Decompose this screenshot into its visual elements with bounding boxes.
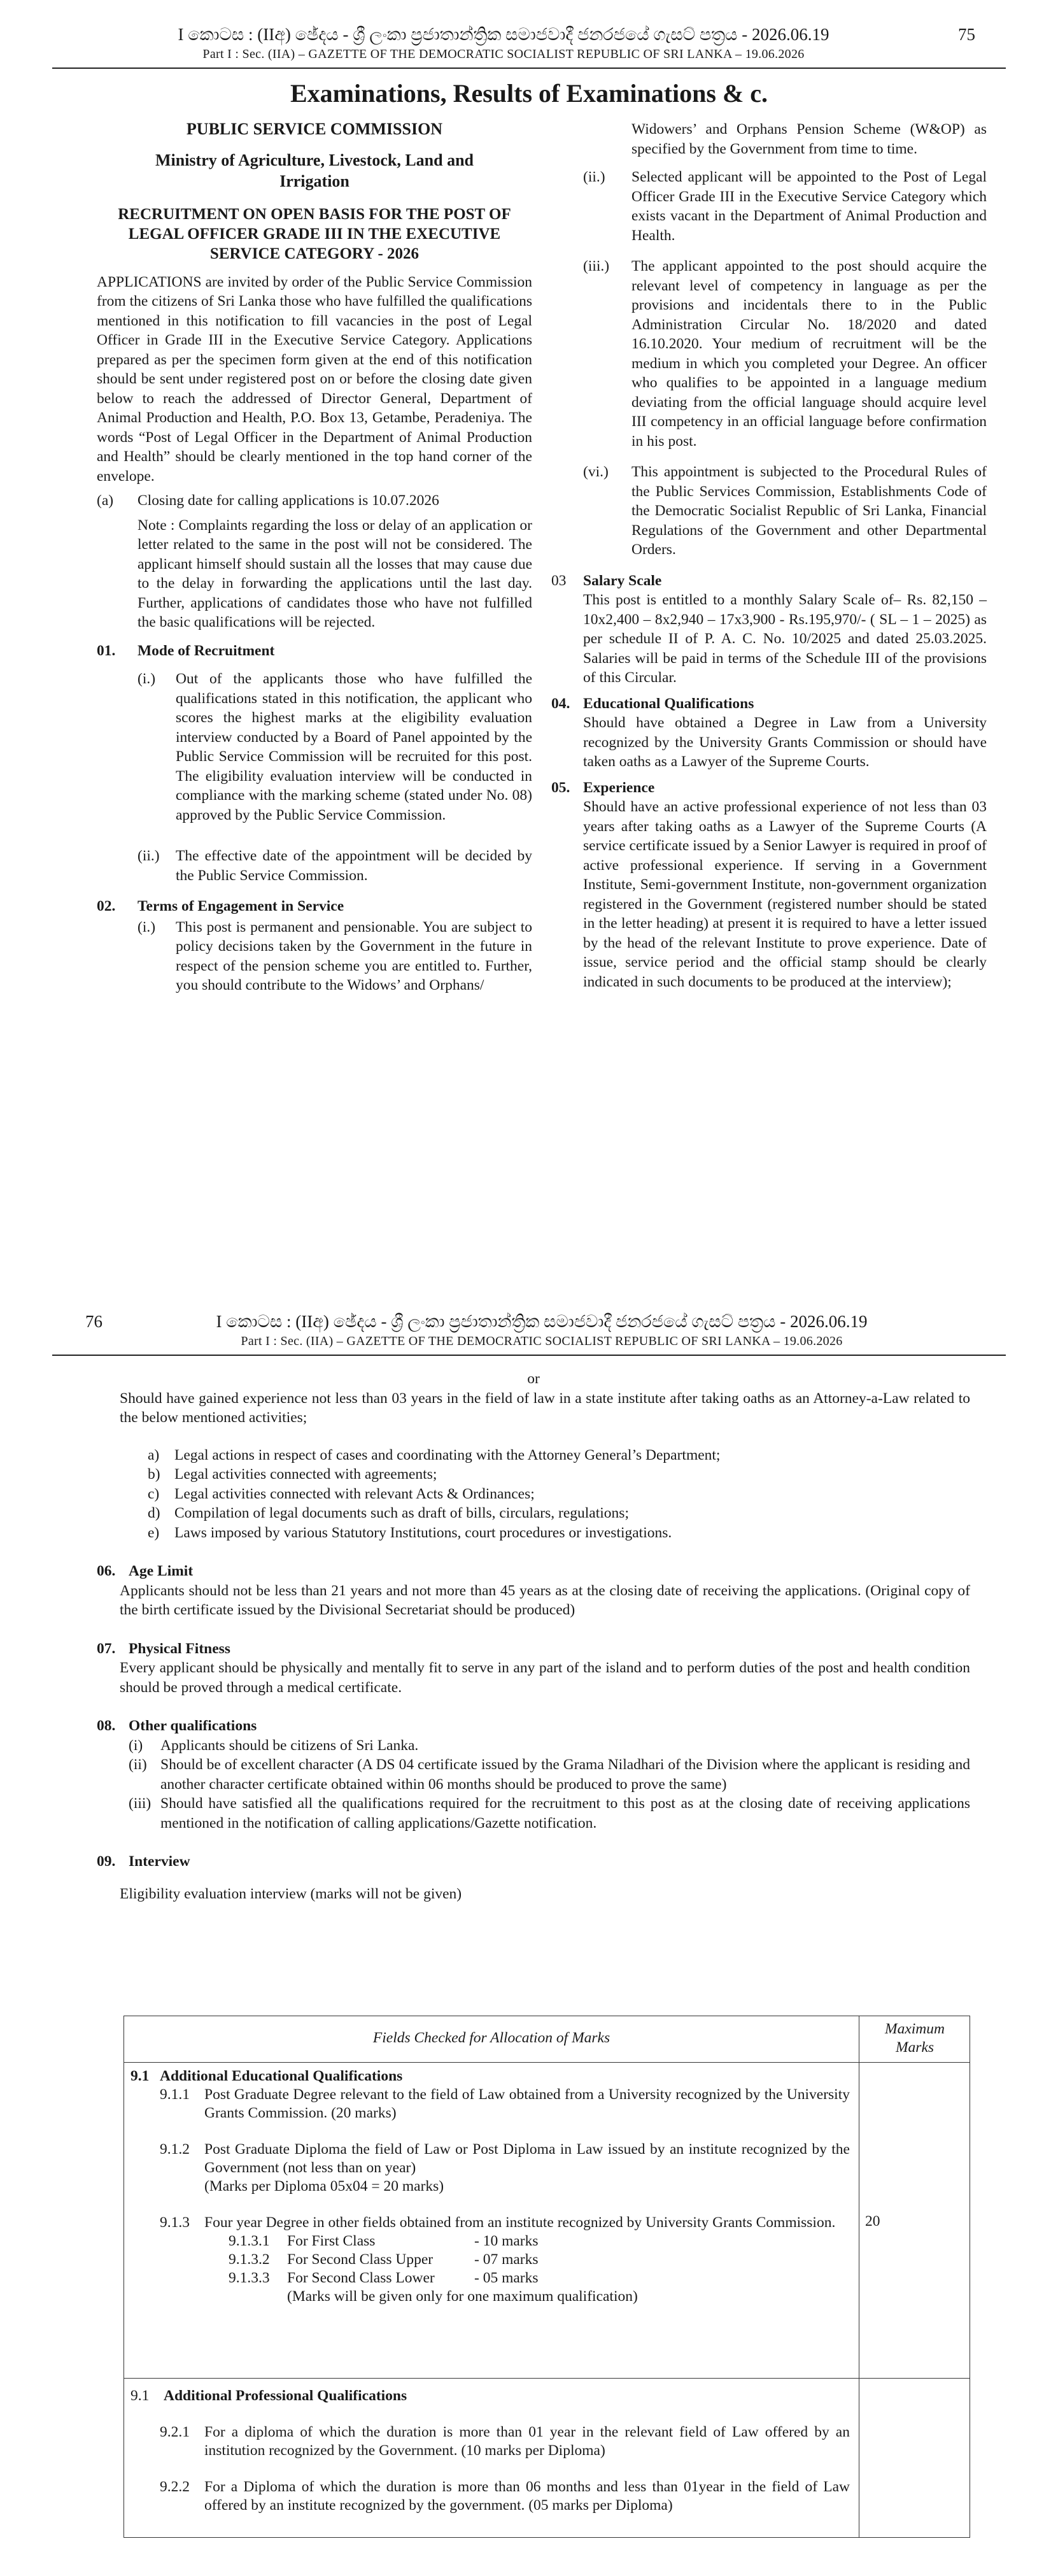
gazette-page-76 bbox=[0, 1309, 1058, 2576]
list-item bbox=[129, 1736, 970, 1756]
item-number: 9.2.2 bbox=[160, 2479, 190, 2495]
list-item bbox=[229, 2269, 850, 2288]
list-item bbox=[148, 1523, 970, 1543]
group-heading bbox=[130, 2067, 850, 2086]
header-divider bbox=[52, 68, 1006, 69]
header-subline: Part I : Sec. (IIA) – GAZETTE OF THE DEMOCRATIC SOCIALIST REPUBLIC OF SRI LANKA – 19.06.2026 bbox=[202, 47, 805, 61]
table-item bbox=[160, 2140, 850, 2177]
section-05-text: Should have an active professional experience of not less than 03 years after taking oaths as a Lawyer of the Supreme Courts (A service certificate issued by a Senior Lawyer is required in proof of active professional experience. If serving in a Government Institute, Semi-government Institute, non-government organization registered in the Government (registered number should be stated in the letter heading) at present it is required to have a letter issued by the head of the relevant Institute to prove experience. Date of issue, service period and the official stamp should be clearly indicated in such documents to be produced at the interview); bbox=[583, 799, 987, 990]
header-line-sinhala: I කොටස : (IIඅ) ඡේදය - ශ්‍රී ලංකා ප්‍රජාතාන්ත්‍රික සමාජවාදී ජනරජයේ ගැසට් පත්‍රය - 2026.06.19 bbox=[178, 25, 829, 44]
item-label: (i) bbox=[129, 1737, 143, 1754]
item-text: The applicant appointed to the post should acquire the relevant level of competency in language as per the provisions and incidentals there to in the Public Administration Circular No. 18/2020 and dated 16.10.2020. Your medium of recruitment will be the medium in which you completed your Degree. An officer who qualifies to be appointed in a language medium deviating from the official language should acquire level III competency in an official language before confirmation in his post. bbox=[631, 258, 987, 450]
section-07-number: 07. bbox=[97, 1640, 116, 1657]
right-column bbox=[551, 120, 987, 992]
item-label: b) bbox=[148, 1466, 160, 1483]
item-text: This post is permanent and pensionable. You are subject to policy decisions taken by the Government in the future in respect of the pension scheme you are entitled to. Further, you should contribute to the Widows’ and Orphans/ bbox=[176, 918, 532, 993]
section-02-title: Terms of Engagement in Service bbox=[138, 898, 344, 914]
section-01-heading bbox=[97, 641, 532, 661]
table-item bbox=[160, 2214, 850, 2232]
item-text: For a diploma of which the duration is more than 01 year in the relevant field of Law offered by an institution recognized by the Government. (10 marks per Diploma) bbox=[204, 2424, 850, 2459]
table-header-divider bbox=[124, 2062, 970, 2063]
list-item bbox=[148, 1465, 970, 1484]
item-text: This appointment is subjected to the Procedural Rules of the Public Services Commission, Establishments Code of the Democratic Socialist Republic of Sri Lanka, Financial Regulations of the Government and other Departmental Orders. bbox=[631, 464, 987, 558]
header-divider bbox=[52, 1355, 1006, 1356]
section-04-number: 04. bbox=[551, 695, 570, 712]
or-experience-text: Should have gained experience not less than 03 years in the field of law in a state institute after taking oaths as an Attorney-a-Law related to the below mentioned activities; bbox=[120, 1390, 970, 1426]
item-text: Legal activities connected with agreements; bbox=[174, 1466, 437, 1483]
closing-date-label: (a) bbox=[97, 492, 114, 509]
marks-table bbox=[123, 2016, 970, 2538]
page-number: 76 bbox=[85, 1312, 102, 1331]
other-qualifications-list bbox=[129, 1736, 970, 1833]
table-item bbox=[160, 2423, 850, 2460]
table-item bbox=[160, 2086, 850, 2123]
item-text: Laws imposed by various Statutory Institutions, court procedures or investigations. bbox=[174, 1524, 672, 1541]
class-label: For First Class bbox=[287, 2233, 376, 2249]
intro-paragraph: APPLICATIONS are invited by order of the Public Service Commission from the citizens of Sri Lanka those who have fulfilled the qualifications mentioned in this notification to fill vacancies in the post of Legal Officer in Grade III in the Executive Service Category. Applications prepared as per the specimen form given at the end of this notification should be sent under registered post on or before the closing date given below to reach the addressed of Director General, Department of Animal Production and Health, P.O. Box 13, Getambe, Peradeniya. The words “Post of Legal Officer in the Department of Animal Production and Health” should be clearly mentioned in the top hand corner of the envelope. bbox=[97, 273, 532, 485]
item-text: Post Graduate Degree relevant to the field of Law obtained from a University recognized by the University Grants Commission. (20 marks) bbox=[204, 2086, 850, 2121]
section-06-number: 06. bbox=[97, 1563, 116, 1579]
section-02-item-i bbox=[138, 918, 532, 995]
closing-date-item bbox=[97, 491, 532, 511]
header-subline: Part I : Sec. (IIA) – GAZETTE OF THE DEMOCRATIC SOCIALIST REPUBLIC OF SRI LANKA – 19.06.2026 bbox=[241, 1334, 843, 1348]
recruitment-title: RECRUITMENT ON OPEN BASIS FOR THE POST OF LEGAL OFFICER GRADE III IN THE EXECUTIVE SERVICE CATEGORY - 2026 bbox=[118, 205, 511, 262]
section-02-number: 02. bbox=[97, 898, 116, 914]
list-item bbox=[229, 2232, 850, 2251]
item-label: d) bbox=[148, 1505, 160, 1521]
item-label: e) bbox=[148, 1524, 160, 1541]
section-02-item-i-continued: Widowers’ and Orphans Pension Scheme (W&OP) as specified by the Government from time to time. bbox=[631, 121, 987, 157]
group-title: Additional Professional Qualifications bbox=[164, 2387, 407, 2404]
note-paragraph: Note : Complaints regarding the loss or delay of an application or letter related to the same in the post will not be considered. The applicant himself should sustain all the losses that may cause due to the delay in forwarding the applications until the last day. Further, applications of candidates those who have not fulfilled the basic qualifications will be rejected. bbox=[138, 516, 532, 630]
section-01-item-ii bbox=[138, 846, 532, 885]
item-text: Selected applicant will be appointed to the Post of Legal Officer Grade III in the Executive Service Category which exists vacant in the Department of Animal Production and Health. bbox=[631, 169, 987, 244]
item-number: 9.1.1 bbox=[160, 2086, 190, 2103]
section-04-title: Educational Qualifications bbox=[583, 695, 754, 712]
list-item bbox=[148, 1446, 970, 1465]
item-text: Should be of excellent character (A DS 04 certificate issued by the Grama Niladhari of the Division where the applicant is residing and another character certificate obtained within 06 months should be produced to prove the same) bbox=[160, 1756, 970, 1793]
section-04-heading bbox=[551, 694, 987, 714]
class-marks: - 07 marks bbox=[474, 2251, 539, 2268]
list-item bbox=[229, 2251, 850, 2269]
gazette-page-75 bbox=[0, 0, 1058, 1242]
closing-date-text: Closing date for calling applications is 10.07.2026 bbox=[138, 492, 439, 509]
table-header-fields: Fields Checked for Allocation of Marks bbox=[372, 2030, 610, 2046]
header-line-sinhala: I කොටස : (IIඅ) ඡේදය - ශ්‍රී ලංකා ප්‍රජාතාන්ත්‍රික සමාජවාදී ජනරජයේ ගැසට් පත්‍රය - 2026.06.19 bbox=[216, 1312, 868, 1331]
section-02-item-ii bbox=[583, 167, 987, 245]
section-08-number: 08. bbox=[97, 1718, 116, 1734]
group-number: 9.1 bbox=[130, 2387, 150, 2404]
table-header-max-marks: Maximum Marks bbox=[885, 2021, 945, 2056]
item-number: 9.2.1 bbox=[160, 2424, 190, 2440]
item-label: (ii.) bbox=[583, 169, 605, 185]
class-marks: - 05 marks bbox=[474, 2270, 539, 2286]
section-03-text: This post is entitled to a monthly Salary Scale of– Rs. 82,150 – 10x2,400 – 8x2,940 – 17x3,900 - Rs.195,970/- ( SL – 1 – 2025) as per schedule II of P. A. C. No. 10/2025 and dated 25.03.2025. Salaries will be paid in terms of the Schedule III of the provisions of this Circular. bbox=[583, 592, 987, 686]
or-separator: or bbox=[527, 1370, 540, 1387]
group-number: 9.1 bbox=[130, 2068, 150, 2084]
ministry-heading: Ministry of Agriculture, Livestock, Land and Irrigation bbox=[155, 150, 474, 190]
list-item bbox=[148, 1504, 970, 1523]
section-09-heading bbox=[97, 1852, 970, 1872]
item-label: (iii.) bbox=[583, 258, 610, 274]
section-06-heading bbox=[97, 1562, 970, 1581]
list-item bbox=[129, 1755, 970, 1794]
class-label: For Second Class Upper bbox=[287, 2251, 434, 2268]
item-label: (i.) bbox=[138, 918, 156, 936]
section-02-heading bbox=[97, 897, 532, 916]
group-heading bbox=[130, 2387, 850, 2405]
item-text: Legal activities connected with relevant Acts & Ordinances; bbox=[174, 1485, 535, 1502]
section-06-text: Applicants should not be less than 21 years and not more than 45 years as at the closing date of receiving the applications. (Original copy of the birth certificate issued by the Divisional Secretariat should be produced) bbox=[120, 1582, 970, 1618]
item-text: For a Diploma of which the duration is more than 06 months and less than 01year in the field of Law offered by an institute recognized by the government. (05 marks per Diploma) bbox=[204, 2479, 850, 2514]
class-marks-list bbox=[229, 2232, 850, 2306]
list-item bbox=[148, 1484, 970, 1504]
item-label: c) bbox=[148, 1485, 160, 1502]
item-text: Four year Degree in other fields obtained from an institute recognized by University Grants Commission. bbox=[204, 2214, 836, 2231]
left-column bbox=[97, 120, 532, 995]
item-text: Compilation of legal documents such as draft of bills, circulars, regulations; bbox=[174, 1505, 629, 1521]
section-05-number: 05. bbox=[551, 779, 570, 796]
item-number: 9.1.3 bbox=[160, 2214, 190, 2231]
class-number: 9.1.3.2 bbox=[229, 2251, 270, 2268]
section-03-number: 03 bbox=[551, 572, 567, 589]
section-07-title: Physical Fitness bbox=[129, 1640, 230, 1657]
class-note: (Marks will be given only for one maximum qualification) bbox=[287, 2288, 638, 2305]
item-label: (iii) bbox=[129, 1795, 152, 1812]
class-label: For Second Class Lower bbox=[287, 2270, 435, 2286]
class-number: 9.1.3.3 bbox=[229, 2270, 270, 2286]
table-row-divider bbox=[124, 2378, 970, 2379]
table-row-educational bbox=[130, 2067, 850, 2306]
item-text: Should have satisfied all the qualifications required for the recruitment to this post as at the closing date of receiving applications mentioned in the notification of calling applications/Gazette notification. bbox=[160, 1795, 970, 1832]
item-label: (ii.) bbox=[138, 848, 160, 864]
item-text: Applicants should be citizens of Sri Lanka. bbox=[160, 1737, 419, 1754]
page-76-body bbox=[97, 1369, 970, 1904]
table-row-professional bbox=[130, 2387, 850, 2515]
section-09-title: Interview bbox=[129, 1853, 190, 1870]
table-item bbox=[160, 2478, 850, 2515]
section-07-text: Every applicant should be physically and mentally fit to serve in any part of the island and to perform duties of the post and health condition should be proved through a medical certificate. bbox=[120, 1660, 970, 1696]
item-label: (ii) bbox=[129, 1756, 147, 1773]
group-title: Additional Educational Qualifications bbox=[160, 2068, 403, 2084]
section-02-item-vi bbox=[583, 462, 987, 560]
section-02-item-iii bbox=[583, 257, 987, 451]
item-number: 9.1.2 bbox=[160, 2141, 190, 2158]
section-01-number: 01. bbox=[97, 642, 116, 659]
section-05-title: Experience bbox=[583, 779, 655, 796]
section-01-title: Mode of Recruitment bbox=[138, 642, 275, 659]
section-06-title: Age Limit bbox=[129, 1563, 194, 1579]
item-label: (vi.) bbox=[583, 464, 609, 480]
activities-list bbox=[148, 1446, 970, 1543]
class-marks: - 10 marks bbox=[474, 2233, 539, 2249]
item-text: Post Graduate Diploma the field of Law or Post Diploma in Law issued by an institute recognized by the Government (not less than on year) bbox=[204, 2141, 850, 2176]
section-01-item-i bbox=[138, 669, 532, 825]
class-number: 9.1.3.1 bbox=[229, 2233, 270, 2249]
section-08-title: Other qualifications bbox=[129, 1718, 257, 1734]
section-03-title: Salary Scale bbox=[583, 572, 662, 589]
section-04-text: Should have obtained a Degree in Law from a University recognized by the University Grants Commission or should have taken oaths as a Lawyer of the Supreme Courts. bbox=[583, 715, 987, 770]
max-marks-educational: 20 bbox=[865, 2213, 880, 2230]
section-09-intro: Eligibility evaluation interview (marks will not be given) bbox=[120, 1885, 462, 1902]
section-03-heading bbox=[551, 571, 987, 591]
item-label: a) bbox=[148, 1446, 160, 1463]
section-09-number: 09. bbox=[97, 1853, 116, 1870]
page-number: 75 bbox=[958, 25, 975, 44]
item-text: Out of the applicants those who have fulfilled the qualifications stated in this notification, the applicant who scores the highest marks at the eligibility evaluation interview conducted by a Board of Panel appointed by the Public Service Commission will be recruited for this post. The eligibility evaluation interview will be conducted in compliance with the marking scheme (stated under No. 08) approved by the Public Service Commission. bbox=[176, 671, 532, 823]
section-07-heading bbox=[97, 1639, 970, 1659]
section-title: Examinations, Results of Examinations & c. bbox=[290, 79, 768, 108]
section-08-heading bbox=[97, 1716, 970, 1736]
item-text: Legal actions in respect of cases and coordinating with the Attorney General’s Department; bbox=[174, 1446, 721, 1463]
section-05-heading bbox=[551, 778, 987, 798]
item-note: (Marks per Diploma 05x04 = 20 marks) bbox=[204, 2178, 444, 2195]
commission-heading: PUBLIC SERVICE COMMISSION bbox=[186, 120, 443, 138]
item-text: The effective date of the appointment will be decided by the Public Service Commission. bbox=[176, 848, 532, 884]
item-label: (i.) bbox=[138, 671, 156, 687]
list-item bbox=[129, 1794, 970, 1833]
